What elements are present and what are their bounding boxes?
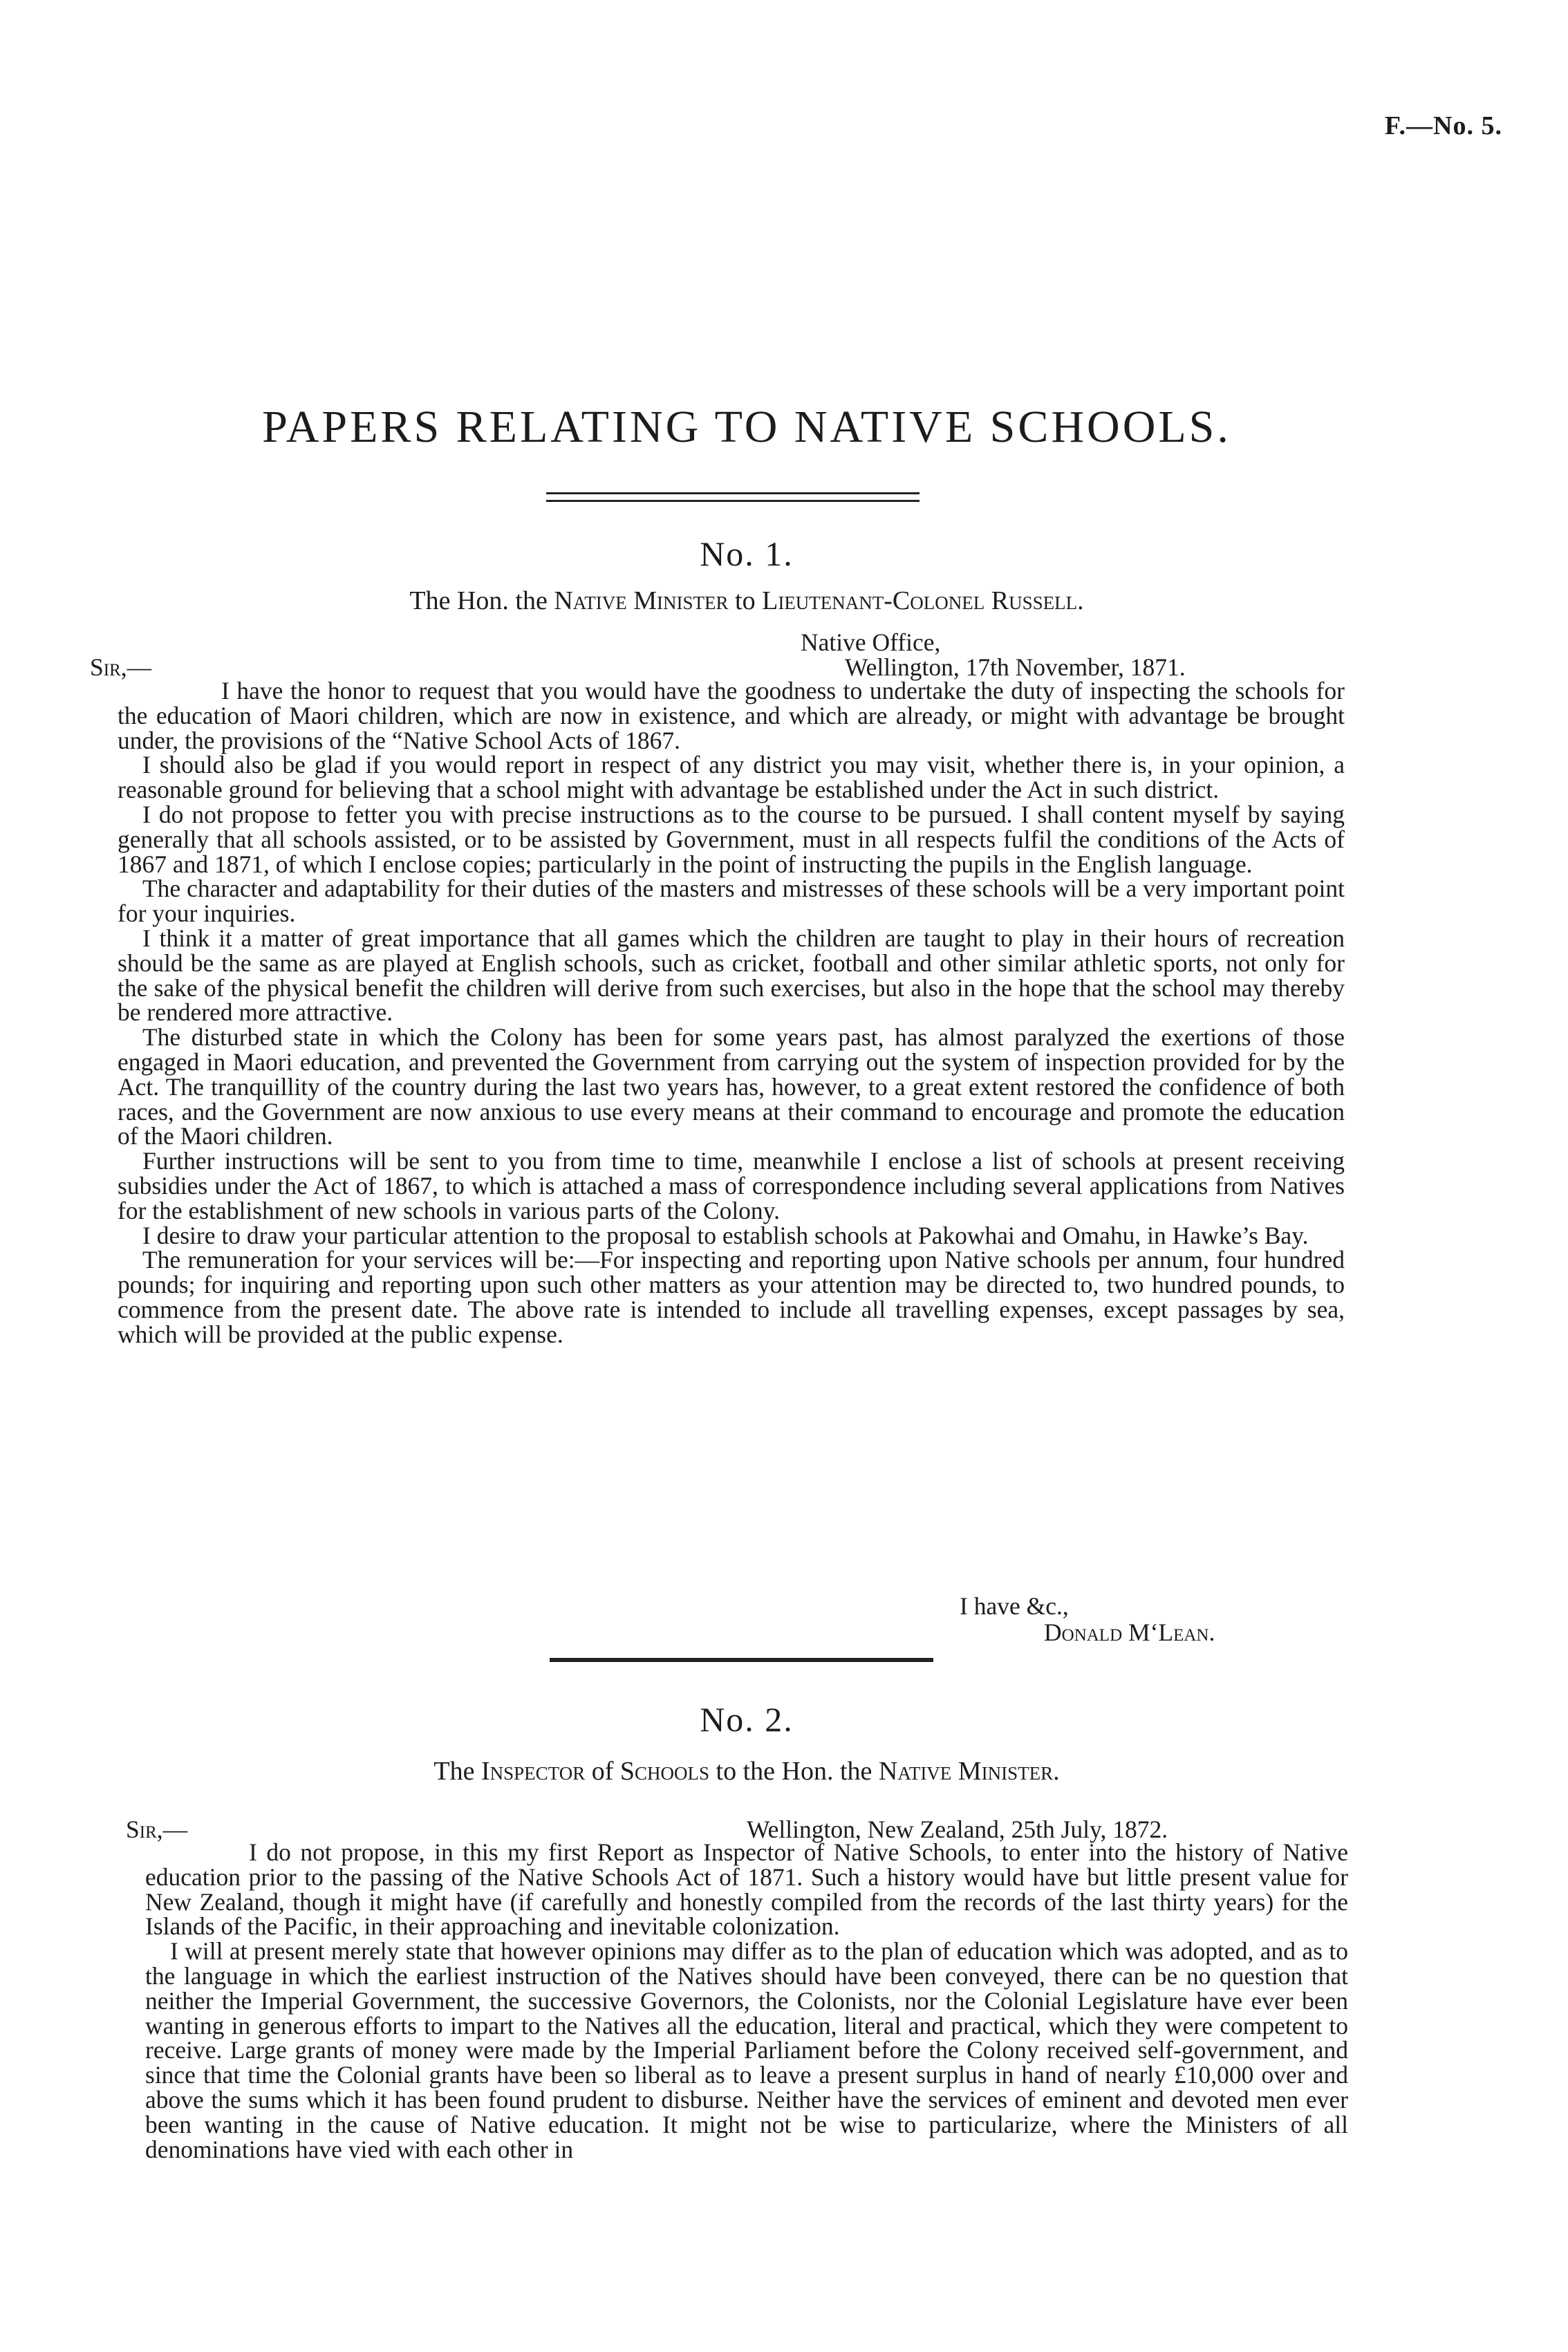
letter-1-paragraph: I do not propose to fetter you with precise instructions as to the course to be pursued. I shall content myself by saying generally that all schools assisted, or to be assisted by Government, must in all respects fulfil the conditions of the Acts of 1867 and 1871, of which I enclose copies; particularly in the point of instructing the pupils in the English language. [118, 800, 1345, 878]
letter-1-paragraph: The character and adaptability for their duties of the masters and mistresses of these schools will be a very important point for your inquiries. [118, 875, 1345, 928]
letter-1-paragraph: I should also be glad if you would report in respect of any district you may visit, whether there is, in your opinion, a reasonable ground for believing that a school might with advantage be established under the Act in such district. [118, 751, 1345, 804]
letter-1-paragraph: Further instructions will be sent to you from time to time, meanwhile I enclose a list of schools at present receiving subsidies under the Act of 1867, to which is attached a mass of correspondence including several applications from Natives for the establishment of new schools in various parts of the Colony. [118, 1147, 1345, 1224]
section-divider [550, 1658, 933, 1662]
letter-2-address-date: Wellington, New Zealand, 25th July, 1872. [747, 1816, 1168, 1843]
letter-1-signature: Donald M‘Lean. [1044, 1618, 1215, 1646]
letter-2-salutation: Sir,— [126, 1816, 188, 1843]
page-reference: F.—No. 5. [1384, 111, 1502, 140]
letter-1-paragraph: The remuneration for your services will be:—For inspecting and reporting upon Native schools per annum, four hundred pounds; for inquiring and reporting upon such other matters as your attention may be directed to, two hundred pounds, to commence from the present date. The above rate is intended to include all travelling expenses, except passages by sea, which will be provided at the public expense. [118, 1246, 1345, 1348]
letter-1-heading: The Hon. the Native Minister to Lieutenant-Colonel Russell. [409, 586, 1084, 615]
letter-2-heading: The Inspector of Schools to the Hon. the Native Minister. [433, 1757, 1060, 1786]
letter-1-number: No. 1. [700, 534, 794, 573]
letter-1-paragraph: The disturbed state in which the Colony has been for some years past, has almost paralyzed the exertions of those engaged in Maori education, and prevented the Government from carrying out the system of inspection provided for by the Act. The tranquillity of the country during the last two years has, however, to a great extent restored the confidence of both races, and the Government are now anxious to use every means at their command to encourage and promote the education of the Maori children. [118, 1023, 1345, 1150]
letter-2-body [145, 1840, 1348, 2162]
letter-2-paragraph: I will at present merely state that however opinions may differ as to the plan of education which was adopted, and as to the language in which the earliest instruction of the Natives should have been conveyed, there can be no question that neither the Imperial Government, the successive Governors, the Colonists, nor the Colonial Legislature have ever been wanting in generous efforts to impart to the Natives all the education, literal and practical, which they were competent to receive. Large grants of money were made by the Imperial Parliament before the Colony received self-government, and since that time the Colonial grants have been so liberal as to leave a present surplus in hand of nearly £10,000 over and above the sums which it has been found prudent to disburse. Neither have the services of eminent and devoted men ever been wanting in the cause of Native education. It might not be wise to particularize, where the Ministers of all denominations have vied with each other in [145, 1937, 1348, 2163]
letter-1-closing: I have &c., [960, 1592, 1069, 1620]
document-title: PAPERS RELATING TO NATIVE SCHOOLS. [262, 402, 1231, 452]
letter-1-salutation: Sir,— [90, 653, 152, 681]
letter-1-address-office: Native Office, [801, 628, 941, 656]
letter-1-paragraph: I desire to draw your particular attention to the proposal to establish schools at Pakowhai and Omahu, in Hawke’s Bay. [142, 1221, 1309, 1249]
letter-1-address-date: Wellington, 17th November, 1871. [845, 653, 1186, 681]
letter-1-paragraph: I have the honor to request that you would have the goodness to undertake the duty of inspecting the schools for the education of Maori children, which are now in existence, and which are already, or might with advantage be brought under, the provisions of the “Native School Acts of 1867. [118, 677, 1345, 754]
letter-1-paragraph: I think it a matter of great importance that all games which the children are taught to play in their hours of recreation should be the same as are played at English schools, such as cricket, football and other similar athletic sports, not only for the sake of the physical benefit the children will derive from such exercises, but also in the hope that the school may thereby be rendered more attractive. [118, 924, 1345, 1027]
title-divider [546, 492, 920, 502]
letter-1-body [118, 679, 1345, 1347]
letter-2-number: No. 2. [700, 1700, 794, 1739]
letter-2-paragraph: I do not propose, in this my first Report as Inspector of Native Schools, to enter into the history of Native education prior to the passing of the Native Schools Act of 1871. Such a history would have but little present value for New Zealand, though it might have (if carefully and honestly compiled from the records of the last thirty years) for the Islands of the Pacific, in their approaching and inevitable colonization. [145, 1838, 1348, 1941]
